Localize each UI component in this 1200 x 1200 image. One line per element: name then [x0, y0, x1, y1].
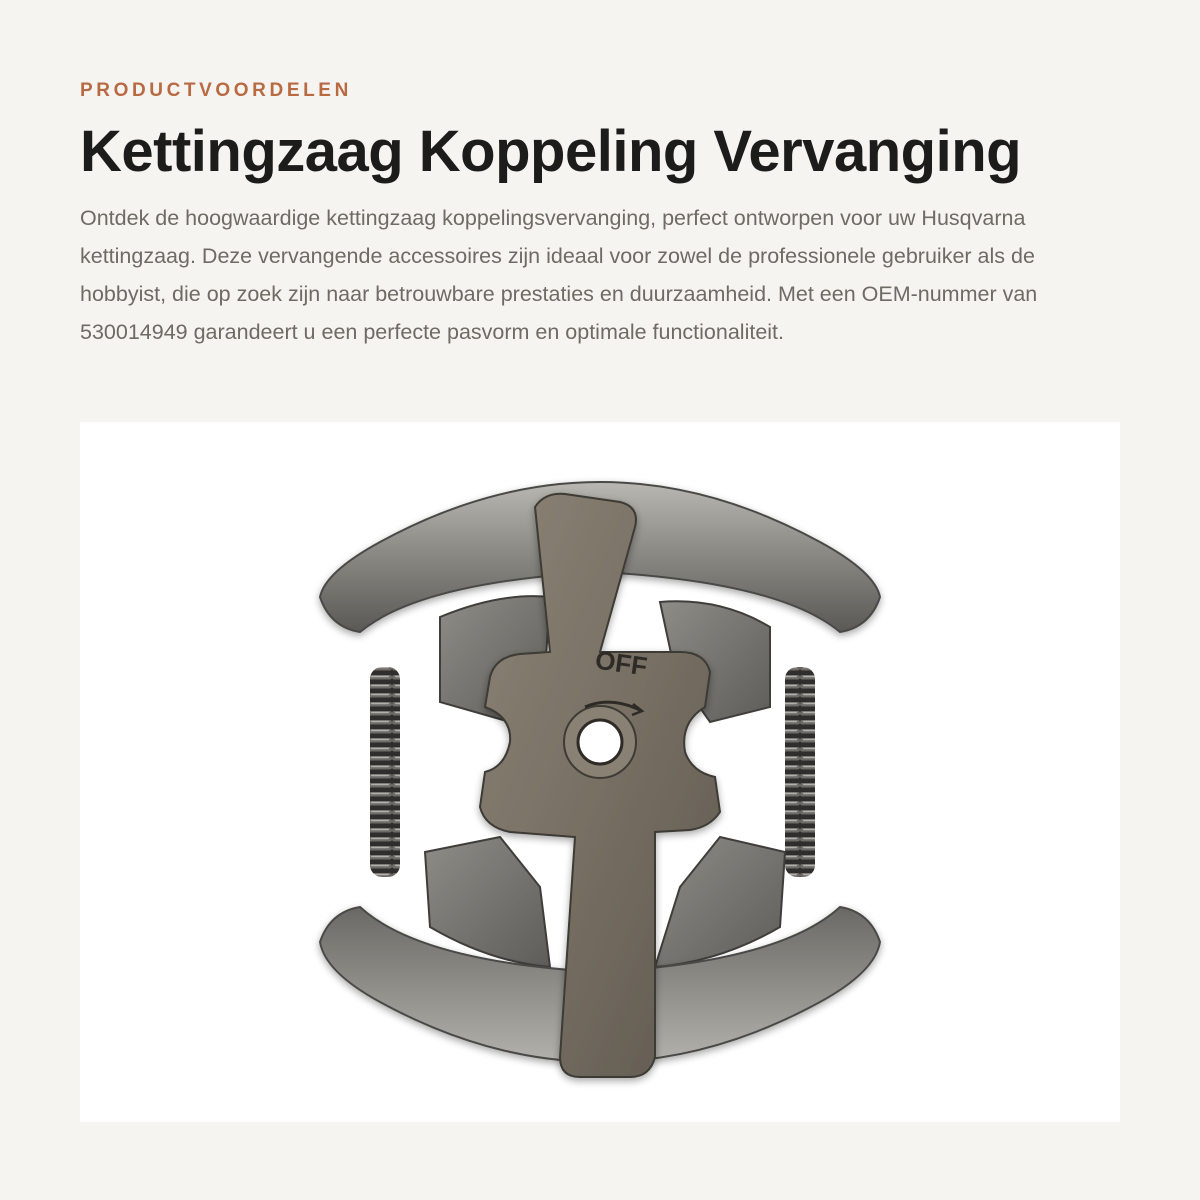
product-description: Ontdek de hoogwaardige kettingzaag koppelingsvervanging, perfect ontworpen voor uw Husqvarna kettingzaag. Deze vervangende accessoires zijn ideaal voor zowel de professionele gebruiker als de hobbyist, die op zoek zijn naar betrouwbare prestaties en duurzaamheid. Met een OEM-nummer van 530014949 garandeert u een perfecte pasvorm en optimale functionaliteit. — [80, 206, 1038, 344]
right-spring — [785, 667, 815, 877]
left-spring — [370, 667, 400, 877]
section-eyebrow: PRODUCTVOORDELEN — [80, 80, 352, 101]
off-engraving: OFF — [593, 644, 650, 682]
page-title: Kettingzaag Koppeling Vervanging — [80, 119, 1022, 184]
clutch-illustration — [80, 422, 1120, 1122]
product-image — [80, 422, 1120, 1122]
